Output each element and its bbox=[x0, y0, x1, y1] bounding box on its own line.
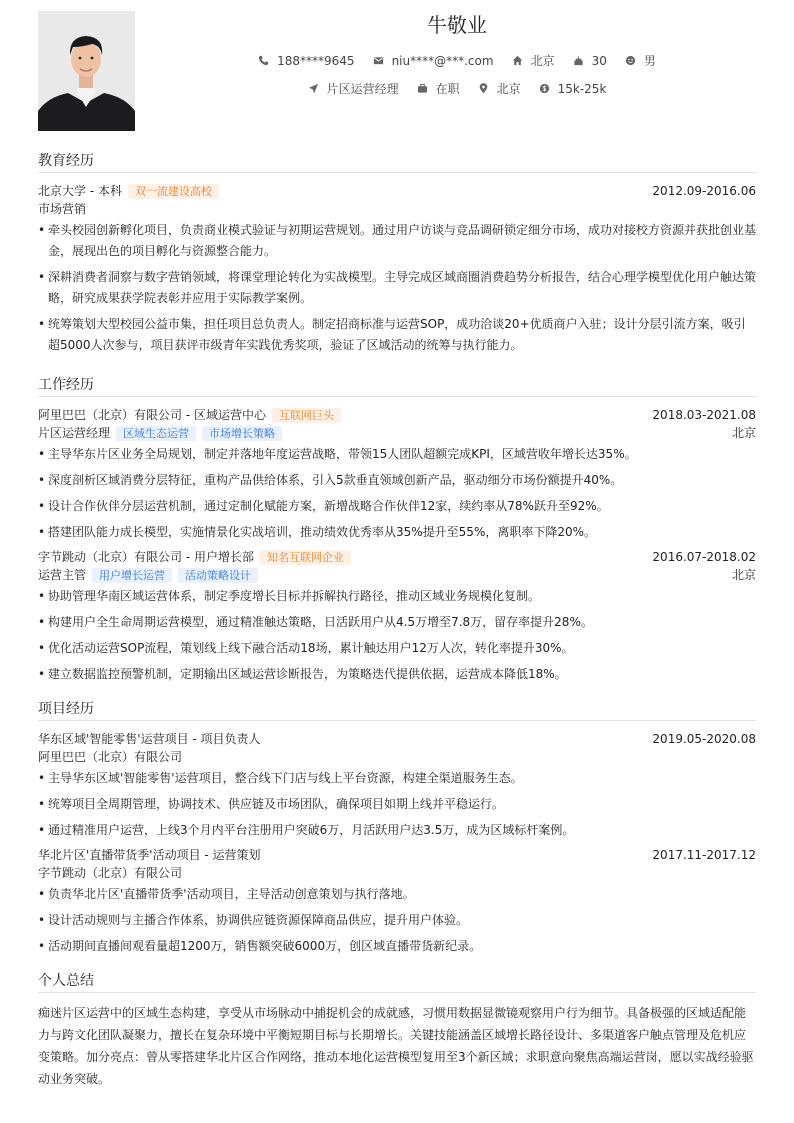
list-item: • 牵头校园创新孵化项目，负责商业模式验证与初期运营规划。通过用户访谈与竞品调研锁定细分市场，成功对接校方资源并获批创业基金，展现出色的项目孵化与资源整合能力。 bbox=[38, 220, 756, 262]
age-text: 30 bbox=[591, 53, 607, 68]
gender-item bbox=[625, 52, 656, 69]
education-header bbox=[38, 182, 756, 200]
project-name: 华东区域'智能零售'运营项目 - 项目负责人 bbox=[38, 732, 261, 746]
project-company: 阿里巴巴（北京）有限公司 bbox=[38, 750, 183, 764]
list-item: • 优化活动运营SOP流程，策划线上线下融合活动18场，累计触达用户12万人次，转化率提升30%。 bbox=[38, 638, 756, 659]
target-city-text: 北京 bbox=[496, 82, 521, 96]
work-entry bbox=[38, 406, 756, 543]
company-name: 字节跳动（北京）有限公司 - 用户增长部 bbox=[38, 550, 254, 564]
work-location: 北京 bbox=[731, 426, 756, 440]
work-location: 北京 bbox=[731, 568, 756, 582]
company-tag: 知名互联网企业 bbox=[260, 550, 351, 565]
work-role-row bbox=[38, 566, 756, 584]
salary-item bbox=[539, 82, 607, 96]
list-item: • 负责华北片区'直播带货季'活动项目，主导活动创意策划与执行落地。 bbox=[38, 884, 756, 905]
project-header bbox=[38, 846, 756, 864]
company-tag: 互联网巨头 bbox=[272, 408, 341, 423]
list-item: • 通过精准用户运营，上线3个月内平台注册用户突破6万，月活跃用户达3.5万，成为区域标杆案例。 bbox=[38, 820, 756, 841]
list-item: • 搭建团队能力成长模型，实施情景化实战培训，推动绩效优秀率从35%提升至55%，离职率下降20%。 bbox=[38, 522, 756, 543]
project-period: 2017.11-2017.12 bbox=[652, 848, 756, 862]
location-icon bbox=[478, 83, 489, 94]
work-entry bbox=[38, 548, 756, 685]
project-name: 华北片区'直播带货季'活动项目 - 运营策划 bbox=[38, 848, 261, 862]
project-entry bbox=[38, 846, 756, 957]
age-item bbox=[573, 54, 607, 68]
salary-text: 15k-25k bbox=[557, 81, 607, 96]
list-item: • 设计活动规则与主播合作体系，协调供应链资源保障商品供应，提升用户体验。 bbox=[38, 910, 756, 931]
project-bullets bbox=[38, 884, 756, 957]
skill-tag: 区域生态运营 bbox=[116, 426, 196, 441]
skill-tag: 活动策略设计 bbox=[178, 568, 258, 583]
position-item bbox=[308, 80, 399, 97]
send-icon bbox=[308, 83, 319, 94]
company-name: 阿里巴巴（北京）有限公司 - 区域运营中心 bbox=[38, 408, 266, 422]
major: 市场营销 bbox=[38, 202, 87, 216]
phone-icon bbox=[258, 55, 269, 66]
summary-section bbox=[38, 970, 756, 1090]
project-period: 2019.05-2020.08 bbox=[652, 732, 756, 746]
phone-text: 188****9645 bbox=[277, 53, 355, 68]
position-text: 片区运营经理 bbox=[326, 82, 399, 96]
project-company: 字节跳动（北京）有限公司 bbox=[38, 866, 183, 880]
list-item: • 活动期间直播间观看量超1200万，销售额突破6000万，创区域直播带货新纪录。 bbox=[38, 936, 756, 957]
project-entry bbox=[38, 730, 756, 841]
skill-tag: 市场增长策略 bbox=[202, 426, 282, 441]
work-period: 2016.07-2018.02 bbox=[652, 550, 756, 564]
project-bullets bbox=[38, 768, 756, 841]
city-text: 北京 bbox=[530, 54, 555, 68]
list-item: • 统筹策划大型校园公益市集，担任项目总负责人。制定招商标准与运营SOP，成功洽谈20+优质商户入驻；设计分层引流方案，吸引超5000人次参与，项目获评市级青年实践优秀奖项，验证了区域活动的统筹与执行能力。 bbox=[38, 314, 756, 356]
work-header bbox=[38, 406, 756, 424]
list-item: • 设计合作伙伴分层运营机制，通过定制化赋能方案，新增战略合作伙伴12家，续约率从78%跃升至92%。 bbox=[38, 496, 756, 517]
education-title: 教育经历 bbox=[38, 150, 756, 173]
status-item bbox=[417, 80, 460, 97]
skill-tag: 用户增长运营 bbox=[92, 568, 172, 583]
email-item bbox=[373, 54, 494, 68]
city-item bbox=[512, 52, 555, 69]
home-icon bbox=[512, 55, 523, 66]
job-title: 片区运营经理 bbox=[38, 426, 111, 440]
work-bullets bbox=[38, 586, 756, 685]
briefcase-icon bbox=[417, 83, 428, 94]
job-title: 运营主管 bbox=[38, 568, 87, 582]
candidate-name: 牛敬业 bbox=[427, 13, 487, 37]
projects-title: 项目经历 bbox=[38, 698, 756, 721]
work-period: 2018.03-2021.08 bbox=[652, 408, 756, 422]
work-title: 工作经历 bbox=[38, 374, 756, 397]
salary-icon bbox=[539, 83, 550, 94]
age-icon bbox=[573, 55, 584, 66]
list-item: • 主导华东片区业务全局规划，制定并落地年度运营战略，带领15人团队超额完成KPI，区域营收年增长达35%。 bbox=[38, 444, 756, 465]
contact-info-row bbox=[160, 52, 754, 69]
work-bullets bbox=[38, 444, 756, 543]
status-text: 在职 bbox=[435, 82, 460, 96]
phone-item bbox=[258, 54, 354, 68]
work-section bbox=[38, 374, 756, 690]
work-role-row bbox=[38, 424, 756, 442]
summary-title: 个人总结 bbox=[38, 970, 756, 993]
list-item: • 协助管理华南区域运营体系，制定季度增长目标并拆解执行路径，推动区域业务规模化复制。 bbox=[38, 586, 756, 607]
list-item: • 深耕消费者洞察与数字营销领域，将课堂理论转化为实战模型。主导完成区域商圈消费趋势分析报告，结合心理学模型优化用户触达策略，研究成果获学院表彰并应用于实际教学案例。 bbox=[38, 267, 756, 309]
job-info-row bbox=[160, 80, 754, 97]
education-bullets bbox=[38, 220, 756, 356]
list-item: • 深度剖析区域消费分层特征，重构产品供给体系，引入5款垂直领域创新产品，驱动细分市场份额提升40%。 bbox=[38, 470, 756, 491]
list-item: • 主导华东区域'智能零售'运营项目，整合线下门店与线上平台资源，构建全渠道服务生态。 bbox=[38, 768, 756, 789]
education-period: 2012.09-2016.06 bbox=[652, 184, 756, 198]
profile-photo bbox=[38, 11, 135, 131]
mail-icon bbox=[373, 55, 384, 66]
school-tag: 双一流建设高校 bbox=[128, 184, 219, 199]
education-section bbox=[38, 150, 756, 361]
target-city-item bbox=[478, 80, 521, 97]
work-header bbox=[38, 548, 756, 566]
gender-icon bbox=[625, 55, 636, 66]
list-item: • 构建用户全生命周期运营模型，通过精准触达策略，日活跃用户从4.5万增至7.8万，留存率提升28%。 bbox=[38, 612, 756, 633]
list-item: • 建立数据监控预警机制，定期输出区域运营诊断报告，为策略迭代提供依据，运营成本降低18%。 bbox=[38, 664, 756, 685]
projects-section bbox=[38, 698, 756, 962]
summary-text: 痴迷片区运营中的区域生态构建，享受从市场脉动中捕捉机会的成就感，习惯用数据显微镜观察用户行为细节。具备极强的区域适配能力与跨文化团队凝聚力，擅长在复杂环境中平衡短期目标与长期增长。关键技能涵盖区域增长路径设计、多渠道客户触点管理及危机应变策略。加分亮点：曾从零搭建华北片区合作网络，推动本地化运营模型复用至3个新区域；求职意向聚焦高端运营岗，愿以实战经验驱动业务突破。 bbox=[38, 1006, 754, 1086]
school-name: 北京大学 - 本科 bbox=[38, 184, 122, 198]
project-header bbox=[38, 730, 756, 748]
list-item: • 统筹项目全周期管理，协调技术、供应链及市场团队，确保项目如期上线并平稳运行。 bbox=[38, 794, 756, 815]
email-text: niu****@***.com bbox=[391, 53, 494, 68]
gender-text: 男 bbox=[643, 54, 656, 68]
